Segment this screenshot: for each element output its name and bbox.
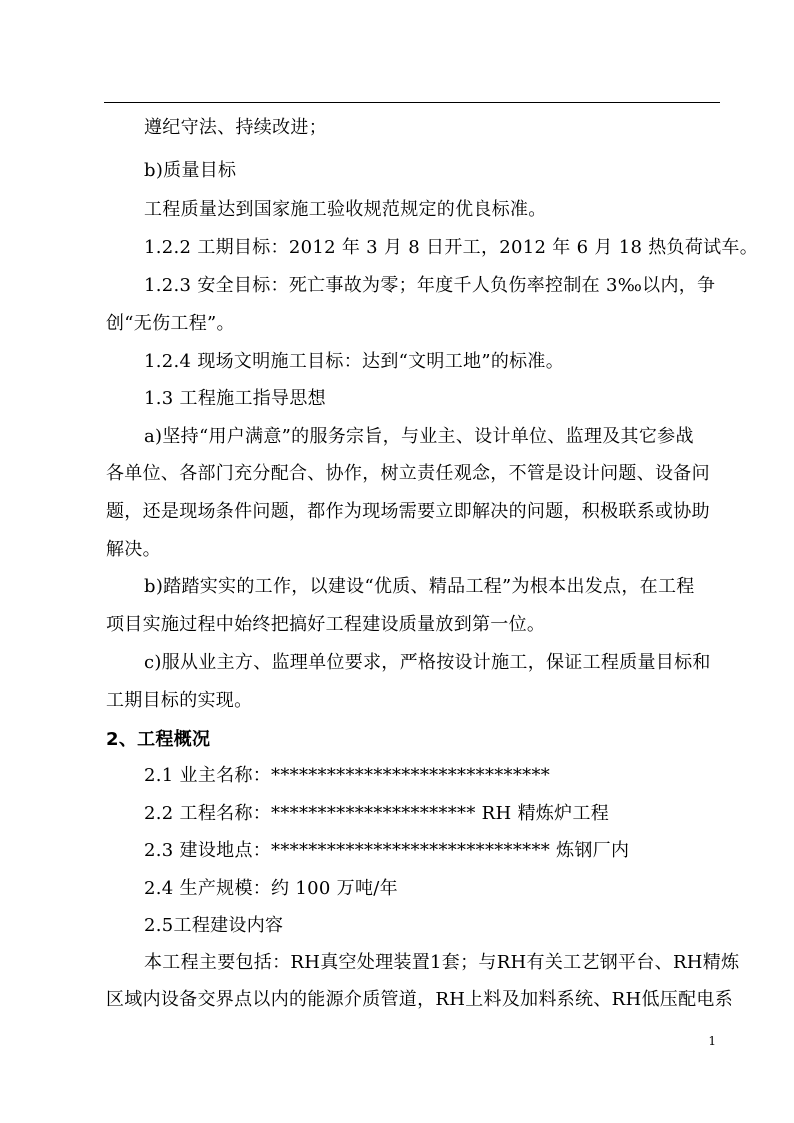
text-line: b)踏踏实实的工作，以建设“优质、精品工程”为根本出发点，在工程: [144, 576, 695, 597]
text-line: 项目实施过程中始终把搞好工程建设质量放到第一位。: [106, 614, 546, 635]
text-line: 2.2 工程名称：********************** RH 精炼炉工程: [144, 803, 610, 824]
text-line: a)坚持“用户满意”的服务宗旨，与业主、设计单位、监理及其它参战: [144, 426, 694, 447]
section-heading: 1.3 工程施工指导思想: [144, 388, 326, 409]
text-line: 各单位、各部门充分配合、协作，树立责任观念，不管是设计问题、设备问: [106, 463, 710, 484]
text-line: 2.1 业主名称：******************************: [144, 765, 551, 786]
text-line: c)服从业主方、监理单位要求，严格按设计施工，保证工程质量目标和: [144, 652, 711, 673]
header-rule: [104, 102, 720, 103]
text-line: 工程质量达到国家施工验收规范规定的优良标准。: [144, 199, 547, 220]
section-heading: 2.5工程建设内容: [144, 915, 284, 936]
text-line: 1.2.2 工期目标：2012 年 3 月 8 日开工，2012 年 6 月 18 热负荷试车。: [144, 237, 759, 258]
text-line: 题，还是现场条件问题，都作为现场需要立即解决的问题，积极联系或协助: [106, 501, 710, 522]
text-line: 本工程主要包括：RH真空处理装置1套；与RH有关工艺钢平台、RH精炼: [144, 952, 740, 973]
chapter-heading: 2、工程概况: [106, 729, 211, 750]
text-line: 解决。: [106, 539, 161, 560]
text-line: b)质量目标: [144, 160, 237, 181]
text-line: 1.2.4 现场文明施工目标：达到“文明工地”的标准。: [144, 351, 565, 372]
text-line: 2.4 生产规模：约 100 万吨/年: [144, 878, 398, 899]
text-line: 2.3 建设地点：****************************** 炼钢厂内: [144, 840, 630, 861]
page-number: 1: [708, 1034, 716, 1048]
text-line: 工期目标的实现。: [106, 690, 253, 711]
text-line: 创“无伤工程”。: [106, 313, 235, 334]
text-line: 遵纪守法、持续改进；: [144, 117, 327, 138]
text-line: 区域内设备交界点以内的能源介质管道，RH上料及加料系统、RH低压配电系: [106, 989, 733, 1010]
text-line: 1.2.3 安全目标：死亡事故为零；年度千人负伤率控制在 3‰以内，争: [144, 275, 716, 296]
